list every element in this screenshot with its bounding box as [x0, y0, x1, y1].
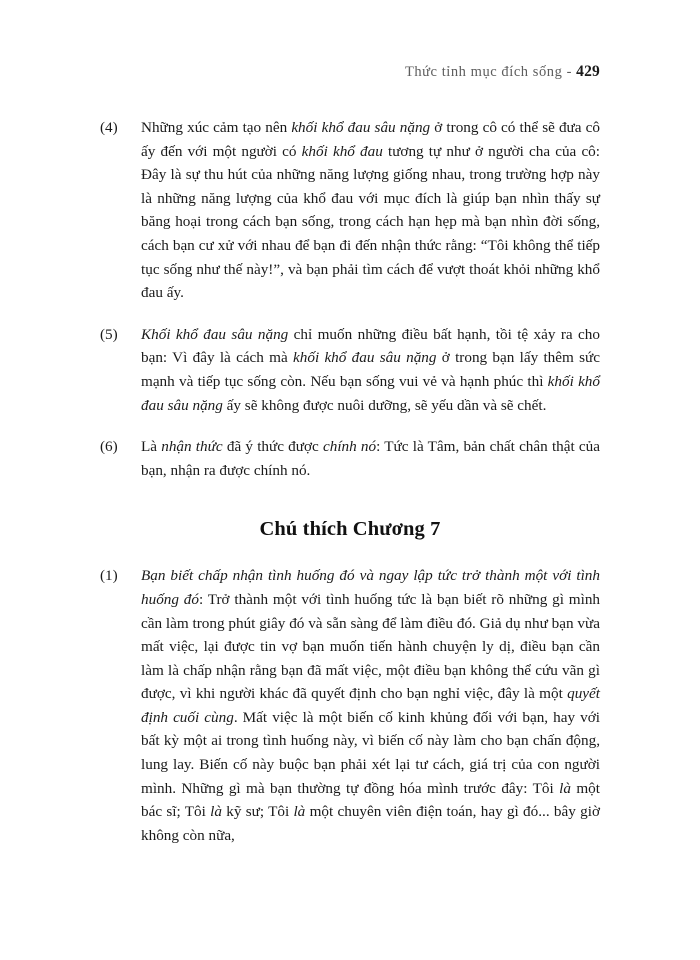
- footnote-item: [100, 116, 600, 305]
- page-content: [100, 116, 600, 847]
- running-head: [100, 63, 600, 81]
- footnote-marker: (5): [100, 325, 118, 343]
- running-head-book-title: Thức tỉnh mục đích sống: [404, 64, 563, 80]
- footnote-text: Là nhận thức đã ý thức được chính nó: Tức là Tâm, bản chất chân thật của bạn, nhận ra được chính nó.: [141, 438, 600, 479]
- footnote-text: Khối khổ đau sâu nặng chỉ muốn những điều bất hạnh, tồi tệ xảy ra cho bạn: Vì đây là cách mà khối khổ đau sâu nặng ở trong bạn lấy thêm sức mạnh và tiếp tục sống còn. Nếu bạn sống vui vẻ và hạnh phúc thì khối khổ đau sâu nặng ấy sẽ không được nuôi dưỡng, sẽ yếu dần và sẽ chết.: [141, 325, 600, 414]
- footnote-marker: (1): [100, 567, 118, 585]
- footnote-marker: (6): [100, 438, 118, 456]
- footnote-item: [100, 564, 600, 847]
- running-head-dash: -: [566, 64, 572, 80]
- footnote-marker: (4): [100, 119, 118, 136]
- footnote-text: Bạn biết chấp nhận tình huống đó và ngay lập tức trở thành một với tình huống đó: Trở thành một với tình huống tức là bạn biết rõ những gì mình cần làm trong phút giây đó và sẵn sàng để làm điều đó. Giả dụ như bạn vừa mất việc, lại được tin vợ bạn muốn tiến hành chuyện ly dị, điều bạn cần làm là chấp nhận rằng bạn đã mất việc, một điều bạn không thể cứu vãn gì được, vì khi người khác đã quyết định cho bạn nghỉ việc, đây là một quyết định cuối cùng. Mất việc là một biến cố kinh khủng đối với bạn, hay với bất kỳ một ai trong tình huống này, vì biến cố này làm cho bạn chấn động, lung lay. Biến cố này buộc bạn phải xét lại tư cách, giá trị của con người mình. Những gì mà bạn thường tự đồng hóa mình trước đây: Tôi là một bác sĩ; Tôi là kỹ sư; Tôi là một chuyên viên điện toán, hay gì đó... bây giờ không còn nữa,: [141, 567, 601, 844]
- section-heading: Chú thích Chương 7: [259, 518, 441, 541]
- footnote-item: [100, 435, 600, 482]
- footnote-text: Những xúc cảm tạo nên khối khổ đau sâu nặng ở trong cô có thể sẽ đưa cô ấy đến với một người có khối khổ đau tương tự như ở người cha của cô: Đây là sự thu hút của những năng lượng giống nhau, trong trường hợp này là những năng lượng của khổ đau với mục đích là giúp bạn nhìn thấy sự băng hoại trong cách bạn sống, trong cách hạn hẹp mà bạn nhìn đời sống, cách bạn cư xử với nhau để bạn đi đến nhận thức rằng: “Tôi không thể tiếp tục sống như thế này!”, và bạn phải tìm cách để vượt thoát khỏi những khổ đau ấy.: [141, 119, 600, 302]
- page-number: 429: [576, 63, 600, 80]
- footnote-item: [100, 323, 600, 417]
